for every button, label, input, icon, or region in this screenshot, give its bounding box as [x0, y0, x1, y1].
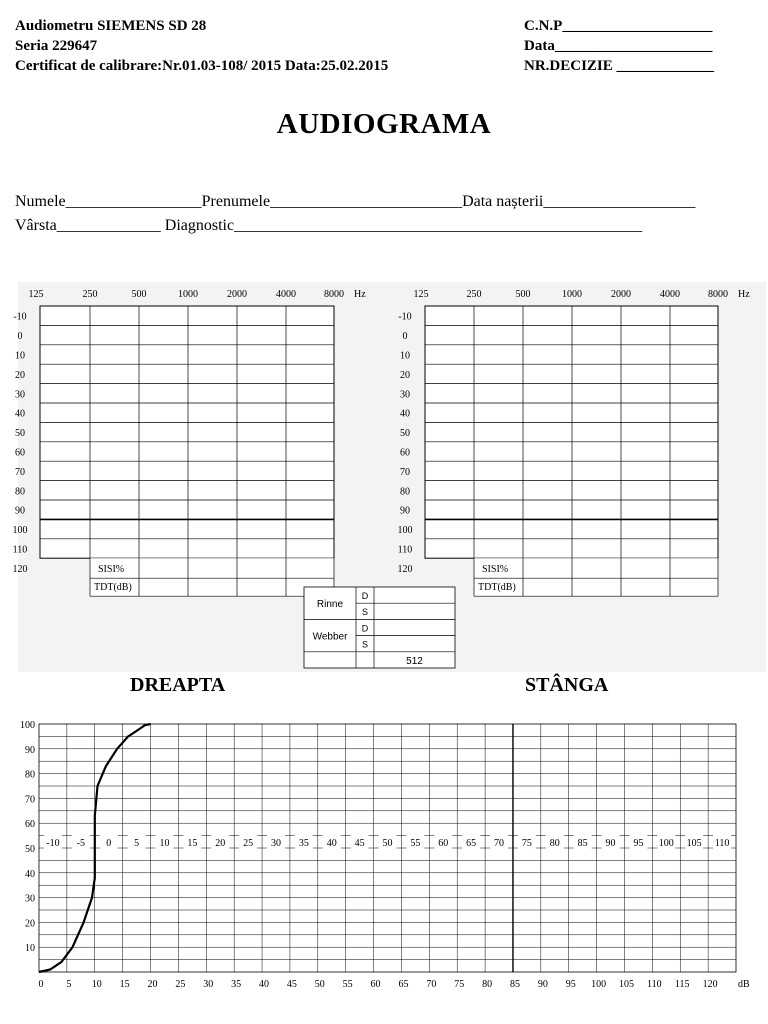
chart-x-tick: 15: [119, 979, 130, 990]
calibration-certificate: Certificat de calibrare:Nr.01.03-108/ 2015 Data:25.02.2015: [15, 58, 389, 74]
chart-mid-tick: -10: [46, 837, 60, 849]
right-freq-label: 250: [82, 289, 98, 300]
right-freq-label: 500: [131, 289, 147, 300]
side-label-left: STÂNGA: [525, 674, 609, 696]
left-freq-label: 4000: [660, 289, 680, 300]
chart-mid-tick: 0: [106, 837, 112, 849]
chart-x-tick: 45: [286, 979, 297, 990]
left-tdt-label: TDT(dB): [478, 582, 516, 594]
chart-x-tick: 80: [482, 979, 493, 990]
right-db-label: 120: [12, 563, 28, 575]
left-freq-label: 125: [413, 289, 429, 300]
right-grid-frame: [40, 306, 334, 558]
chart-x-tick: 40: [259, 979, 270, 990]
chart-y-tick: 20: [25, 918, 35, 930]
chart-mid-tick: 15: [187, 837, 198, 849]
chart-x-tick: 95: [565, 979, 576, 990]
right-db-label: 110: [12, 544, 28, 556]
left-db-label: 60: [400, 447, 410, 459]
serial-number: Seria 229647: [15, 38, 98, 54]
left-db-label: 40: [400, 408, 410, 420]
chart-x-tick: 105: [618, 979, 634, 990]
chart-x-tick: 35: [231, 979, 242, 990]
audiogram-panel: [0, 282, 768, 672]
fork-ds-label: S: [361, 607, 369, 618]
speech-chart-plot: [20, 720, 750, 990]
decision-field: NR.DECIZIE _____________: [524, 58, 715, 74]
fork-webber-label: Webber: [312, 631, 348, 643]
chart-y-tick: 10: [25, 943, 35, 955]
left-db-label: 30: [400, 389, 410, 401]
chart-y-tick: 100: [20, 720, 35, 731]
left-freq-label: 1000: [562, 289, 582, 300]
chart-mid-tick: 30: [270, 837, 281, 849]
page-title: AUDIOGRAMA: [276, 108, 492, 140]
chart-x-tick: 20: [147, 979, 158, 990]
right-db-label: -10: [13, 311, 27, 323]
left-db-label: 50: [400, 428, 410, 440]
left-db-label: -10: [398, 311, 412, 323]
right-db-label: 40: [15, 408, 25, 420]
right-db-label: 50: [15, 428, 25, 440]
right-freq-label: 1000: [178, 289, 198, 300]
right-db-label: 80: [15, 486, 25, 498]
right-db-label: 90: [15, 505, 25, 517]
chart-mid-tick: 70: [494, 837, 505, 849]
chart-y-tick: 80: [25, 769, 35, 781]
fork-freq-label: 512: [406, 655, 423, 667]
chart-x-tick: 30: [203, 979, 214, 990]
chart-mid-tick: 45: [354, 837, 365, 849]
right-sisi-label: SISI%: [98, 564, 125, 576]
patient-age-line: Vârsta_____________ Diagnostic___________________________________________________: [15, 217, 643, 234]
chart-mid-tick: 25: [243, 837, 254, 849]
header-right: [524, 16, 714, 76]
audiogram-left-ear: [398, 289, 751, 596]
left-freq-label: 250: [466, 289, 482, 300]
left-db-label: 0: [402, 331, 408, 343]
chart-x-tick: 0: [38, 979, 44, 990]
left-freq-label: 500: [515, 289, 531, 300]
right-freq-label: 8000: [324, 289, 344, 300]
chart-y-tick: 50: [25, 844, 35, 855]
left-hz-label: Hz: [738, 289, 750, 300]
left-freq-label: 8000: [708, 289, 728, 300]
fork-ds-label: D: [361, 591, 369, 601]
chart-mid-tick: 35: [298, 837, 309, 849]
left-db-label: 20: [400, 369, 410, 381]
right-freq-label: 125: [28, 289, 44, 300]
right-db-label: 0: [17, 331, 23, 343]
right-db-label: 70: [15, 466, 25, 478]
left-freq-label: 2000: [611, 289, 631, 300]
chart-x-tick: 85: [509, 979, 520, 990]
chart-mid-tick: 80: [549, 837, 560, 849]
left-db-label: 80: [400, 486, 410, 498]
chart-x-tick: 100: [591, 979, 607, 990]
chart-x-tick: 90: [537, 979, 548, 990]
chart-y-tick: 40: [25, 868, 35, 880]
chart-mid-tick: 50: [382, 837, 393, 849]
left-grid-frame: [425, 306, 718, 558]
chart-mid-tick: -5: [76, 837, 85, 849]
chart-mid-tick: 20: [215, 837, 226, 849]
chart-x-tick: 60: [370, 979, 381, 990]
left-db-label: 70: [400, 466, 410, 478]
left-db-label: 120: [397, 563, 413, 575]
cnp-field: C.N.P____________________: [524, 18, 713, 34]
chart-mid-tick: 75: [521, 837, 532, 849]
speech-chart: [0, 712, 768, 1002]
left-db-label: 90: [400, 505, 410, 517]
chart-x-tick: 70: [426, 979, 437, 990]
right-freq-label: 2000: [227, 289, 247, 300]
patient-name-line: Numele_________________Prenumele________________________Data nașterii___________________: [15, 193, 696, 210]
right-db-label: 10: [15, 350, 25, 362]
chart-mid-tick: 5: [134, 837, 140, 849]
right-db-label: 20: [15, 369, 25, 381]
left-db-label: 100: [397, 525, 413, 537]
chart-mid-tick: 105: [686, 837, 702, 849]
chart-y-tick: 60: [25, 819, 35, 831]
chart-x-tick: 10: [91, 979, 102, 990]
chart-mid-tick: 40: [326, 837, 337, 849]
chart-x-tick: 50: [314, 979, 325, 990]
chart-x-unit: dB: [738, 979, 750, 990]
left-db-label: 110: [397, 544, 413, 556]
chart-mid-tick: 85: [577, 837, 588, 849]
date-field: Data_____________________: [524, 38, 713, 54]
header-left: [15, 16, 388, 76]
right-db-label: 30: [15, 389, 25, 401]
chart-y-tick: 70: [25, 794, 35, 806]
chart-x-tick: 25: [175, 979, 186, 990]
audiogram-right-ear: [13, 289, 367, 596]
fork-rinne-label: Rinne: [316, 599, 344, 611]
chart-x-tick: 5: [66, 979, 72, 990]
chart-mid-tick: 100: [658, 837, 674, 849]
chart-mid-tick: 10: [159, 837, 170, 849]
fork-ds-label: D: [361, 623, 369, 634]
left-sisi-label: SISI%: [482, 564, 509, 576]
chart-mid-tick: 55: [410, 837, 421, 849]
chart-x-tick: 65: [398, 979, 409, 990]
chart-x-tick: 55: [342, 979, 353, 990]
chart-mid-tick: 90: [605, 837, 616, 849]
left-db-label: 10: [400, 350, 410, 362]
right-db-label: 60: [15, 447, 25, 459]
right-tdt-label: TDT(dB): [94, 582, 132, 594]
chart-x-tick: 120: [702, 979, 718, 990]
chart-mid-tick: 60: [438, 837, 449, 849]
side-label-right: DREAPTA: [130, 674, 226, 696]
chart-x-tick: 110: [647, 979, 662, 990]
right-hz-label: Hz: [354, 289, 366, 300]
chart-mid-tick: 110: [714, 837, 730, 849]
chart-y-tick: 90: [25, 744, 35, 756]
device-name: Audiometru SIEMENS SD 28: [15, 18, 207, 34]
chart-y-tick: 30: [25, 893, 35, 905]
chart-mid-tick: 95: [633, 837, 644, 849]
right-db-label: 100: [12, 525, 28, 537]
chart-x-tick: 115: [674, 979, 690, 990]
tuning-fork-table: [304, 587, 455, 668]
chart-mid-tick: 65: [466, 837, 477, 849]
fork-ds-label: S: [361, 639, 369, 650]
right-freq-label: 4000: [276, 289, 296, 300]
chart-x-tick: 75: [454, 979, 465, 990]
